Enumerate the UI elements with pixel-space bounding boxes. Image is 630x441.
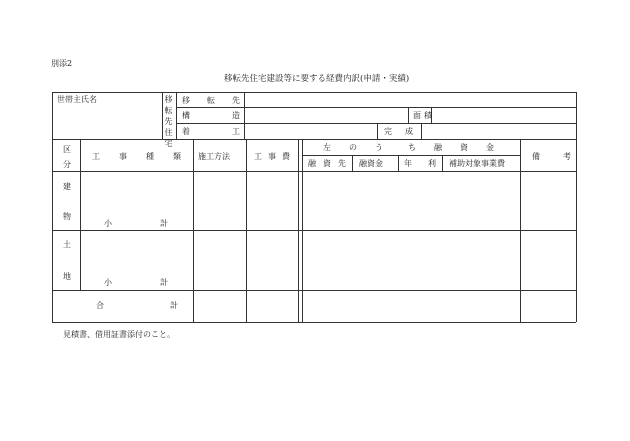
householder-label: 世帯主氏名 <box>57 95 97 104</box>
destination-label-1: 移 <box>182 96 190 105</box>
year-label: 年 <box>404 159 412 168</box>
attachment-label: 別添2 <box>51 59 73 68</box>
work-type-label-4: 類 <box>173 152 181 161</box>
area-label-1: 面 <box>413 111 421 120</box>
remarks-label-1: 備 <box>532 152 540 161</box>
building-subtotal-label-1: 小 <box>104 219 112 228</box>
start-label-1: 着 <box>182 127 190 136</box>
building-label-2: 物 <box>63 212 71 221</box>
of-which-label-7: 金 <box>486 143 494 152</box>
category-label-1: 区 <box>63 145 71 154</box>
building-label-1: 建 <box>63 182 71 191</box>
interest-label: 利 <box>428 159 436 168</box>
of-which-label-5: 融 <box>434 143 442 152</box>
work-type-label-3: 種 <box>146 152 154 161</box>
of-which-label-6: 資 <box>460 143 468 152</box>
category-label-2: 分 <box>63 160 71 169</box>
land-label-1: 土 <box>63 240 71 249</box>
start-label-2: 工 <box>232 127 240 136</box>
building-subtotal-label-2: 計 <box>160 219 168 228</box>
work-type-label-2: 事 <box>119 152 127 161</box>
subsidy-label: 補助対象事業費 <box>449 159 505 168</box>
destination-label-2: 転 <box>207 96 215 105</box>
area-label-2: 積 <box>424 111 432 120</box>
land-subtotal-label-2: 計 <box>160 278 168 287</box>
completion-label-2: 成 <box>405 127 413 136</box>
remarks-label-2: 考 <box>563 152 571 161</box>
land-label-2: 地 <box>63 272 71 281</box>
cost-label-3: 費 <box>282 152 290 161</box>
destination-label-3: 先 <box>232 96 240 105</box>
land-subtotal-label-1: 小 <box>104 278 112 287</box>
method-label: 施工方法 <box>198 152 230 161</box>
form-title: 移転先住宅建設等に要する経費内訳(申請・実績) <box>224 74 410 84</box>
of-which-label-2: の <box>349 143 357 152</box>
completion-label-1: 完 <box>384 127 392 136</box>
of-which-label-4: ち <box>408 143 416 152</box>
structure-label-1: 構 <box>182 111 190 120</box>
cost-label-2: 事 <box>268 152 276 161</box>
relocation-house-label: 移転先住宅 <box>164 95 173 148</box>
footnote: 見積書、借用証書添付のこと。 <box>63 330 175 339</box>
of-which-label-1: 左 <box>323 143 331 152</box>
lender-label-3: 先 <box>338 159 346 168</box>
loan-amount-label: 融資金 <box>359 159 383 168</box>
structure-label-2: 造 <box>232 111 240 120</box>
cost-label-1: 工 <box>254 152 262 161</box>
total-label-2: 計 <box>170 301 178 310</box>
total-label-1: 合 <box>96 301 104 310</box>
work-type-label-1: 工 <box>92 152 100 161</box>
of-which-label-3: う <box>375 143 383 152</box>
lender-label-2: 資 <box>323 159 331 168</box>
lender-label-1: 融 <box>308 159 316 168</box>
